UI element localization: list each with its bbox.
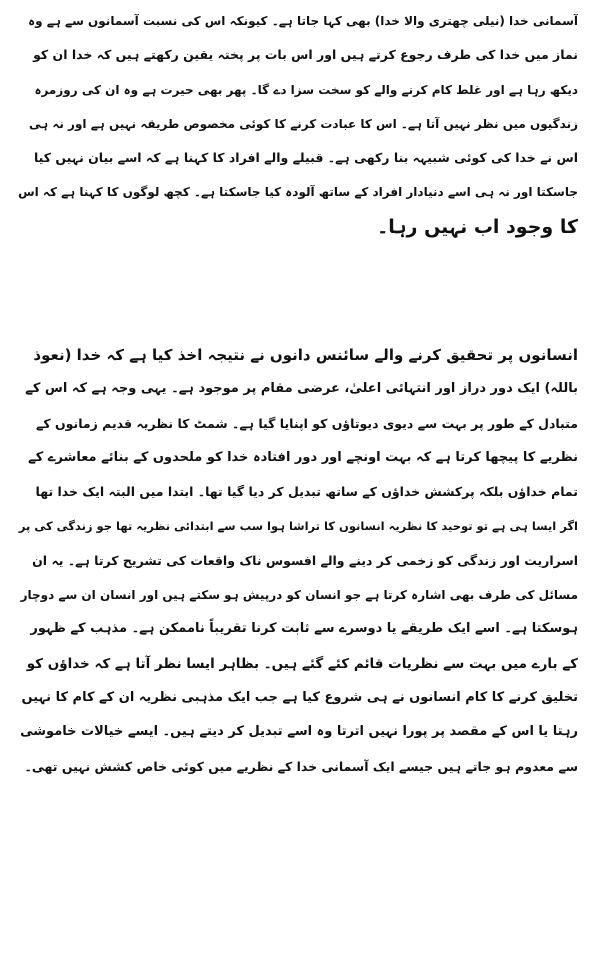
text-line: نماز میں خدا کی طرف رجوع کرتے ہیں اور اس بات پر پختہ یقین رکھتے ہیں کہ خدا ان کو <box>33 47 578 63</box>
text-line: انسانوں پر تحقیق کرنے والے سائنس دانوں نے نتیجہ اخذ کیا ہے کہ خدا (نعوذ <box>33 346 578 364</box>
text-line: سے معدوم ہو جاتے ہیں جیسے ایک آسمانی خدا کے نظریے میں کوئی خاص کشش نہیں تھی۔ <box>24 758 578 774</box>
text-line: کے بارے میں بہت سے نظریات قائم کئے گئے ہیں۔ بظاہر ایسا نظر آتا ہے کہ خداؤں کو <box>26 655 578 672</box>
text-line: نظریے کا پیچھا کرتا ہے کہ بہت اونچے اور دور افتادہ خدا کو ملحدوں کے بنائے معاشرے کے <box>28 449 578 465</box>
text-line: دیکھ رہا ہے اور غلط کام کرنے والے کو سخت سزا دے گا۔ پھر بھی حیرت ہے وہ ان کی روزمرہ <box>34 82 578 97</box>
text-line: اس نے خدا کی کوئی شبیہہ بنا رکھی ہے۔ قبیلے والے افراد کا کہنا ہے کہ اسے بیان نہیں کیا <box>33 150 578 166</box>
text-line: زندگیوں میں نظر نہیں آتا ہے۔ اس کا عبادت کرنے کا کوئی مخصوص طریقہ نہیں ہے اور نہ ہی <box>28 116 578 131</box>
text-line: باللہ) ایک دور دراز اور انتہائی اعلیٰ، عرضی مقام پر موجود ہے۔ یہی وجہ ہے کہ اس کے <box>25 381 578 397</box>
text-line: اگر ایسا ہی ہے تو توحید کا نظریہ انسانوں کا تراشا ہوا سب سے ابتدائی نظریہ تھا جو زندگی کی پر <box>18 519 578 534</box>
text-line: کا وجود اب نہیں رہا۔ <box>377 215 578 238</box>
text-line: آسمانی خدا (نیلی چھتری والا خدا) بھی کہا جاتا ہے۔ کیونکہ اس کی نسبت آسمانوں سے ہے وہ <box>28 14 578 28</box>
text-line: تخلیق کرنے کا کام انسانوں نے ہی شروع کیا ہے جب ایک مذہبی نظریہ ان کے کام کا نہیں <box>21 689 578 705</box>
text-line: تمام خداؤں بلکہ پرکشش خداؤں کے ساتھ تبدیل کر دیا گیا تھا۔ ابتدا میں البتہ ایک خدا تھا <box>35 484 578 500</box>
paragraph-2 <box>18 338 578 784</box>
text-line: جاسکتا اور نہ ہی اسے دنیادار افراد کے ساتھ آلودہ کیا جاسکتا ہے۔ کچھ لوگوں کا کہنا ہے کہ اس <box>18 185 578 200</box>
text-line: متبادل کے طور پر بہت سے دیوی دیوتاؤں کو اپنایا گیا ہے۔ شمٹ کا نظریہ قدیم زمانوں کے <box>36 415 578 431</box>
paragraph-1 <box>18 4 578 244</box>
text-line: ہوسکتا ہے۔ اسے ایک طریقے یا دوسرے سے ثابت کرنا تقریباً ناممکن ہے۔ مذہب کے ظہور <box>30 621 578 637</box>
text-line: اسراریت اور زندگی کو زخمی کر دینے والے افسوس ناک واقعات کی تشریح کرتا ہے۔ یہ ان <box>32 552 578 568</box>
text-line: مسائل کی طرف بھی اشارہ کرتا ہے جو انسان کو درپیش ہو سکتے ہیں اور انسان ان سے دوچار <box>20 588 578 603</box>
text-line: رہتا یا اس کے مقصد پر پورا نہیں اترتا وہ اسے تبدیل کر دیتے ہیں۔ ایسے خیالات خاموشی <box>20 724 578 740</box>
